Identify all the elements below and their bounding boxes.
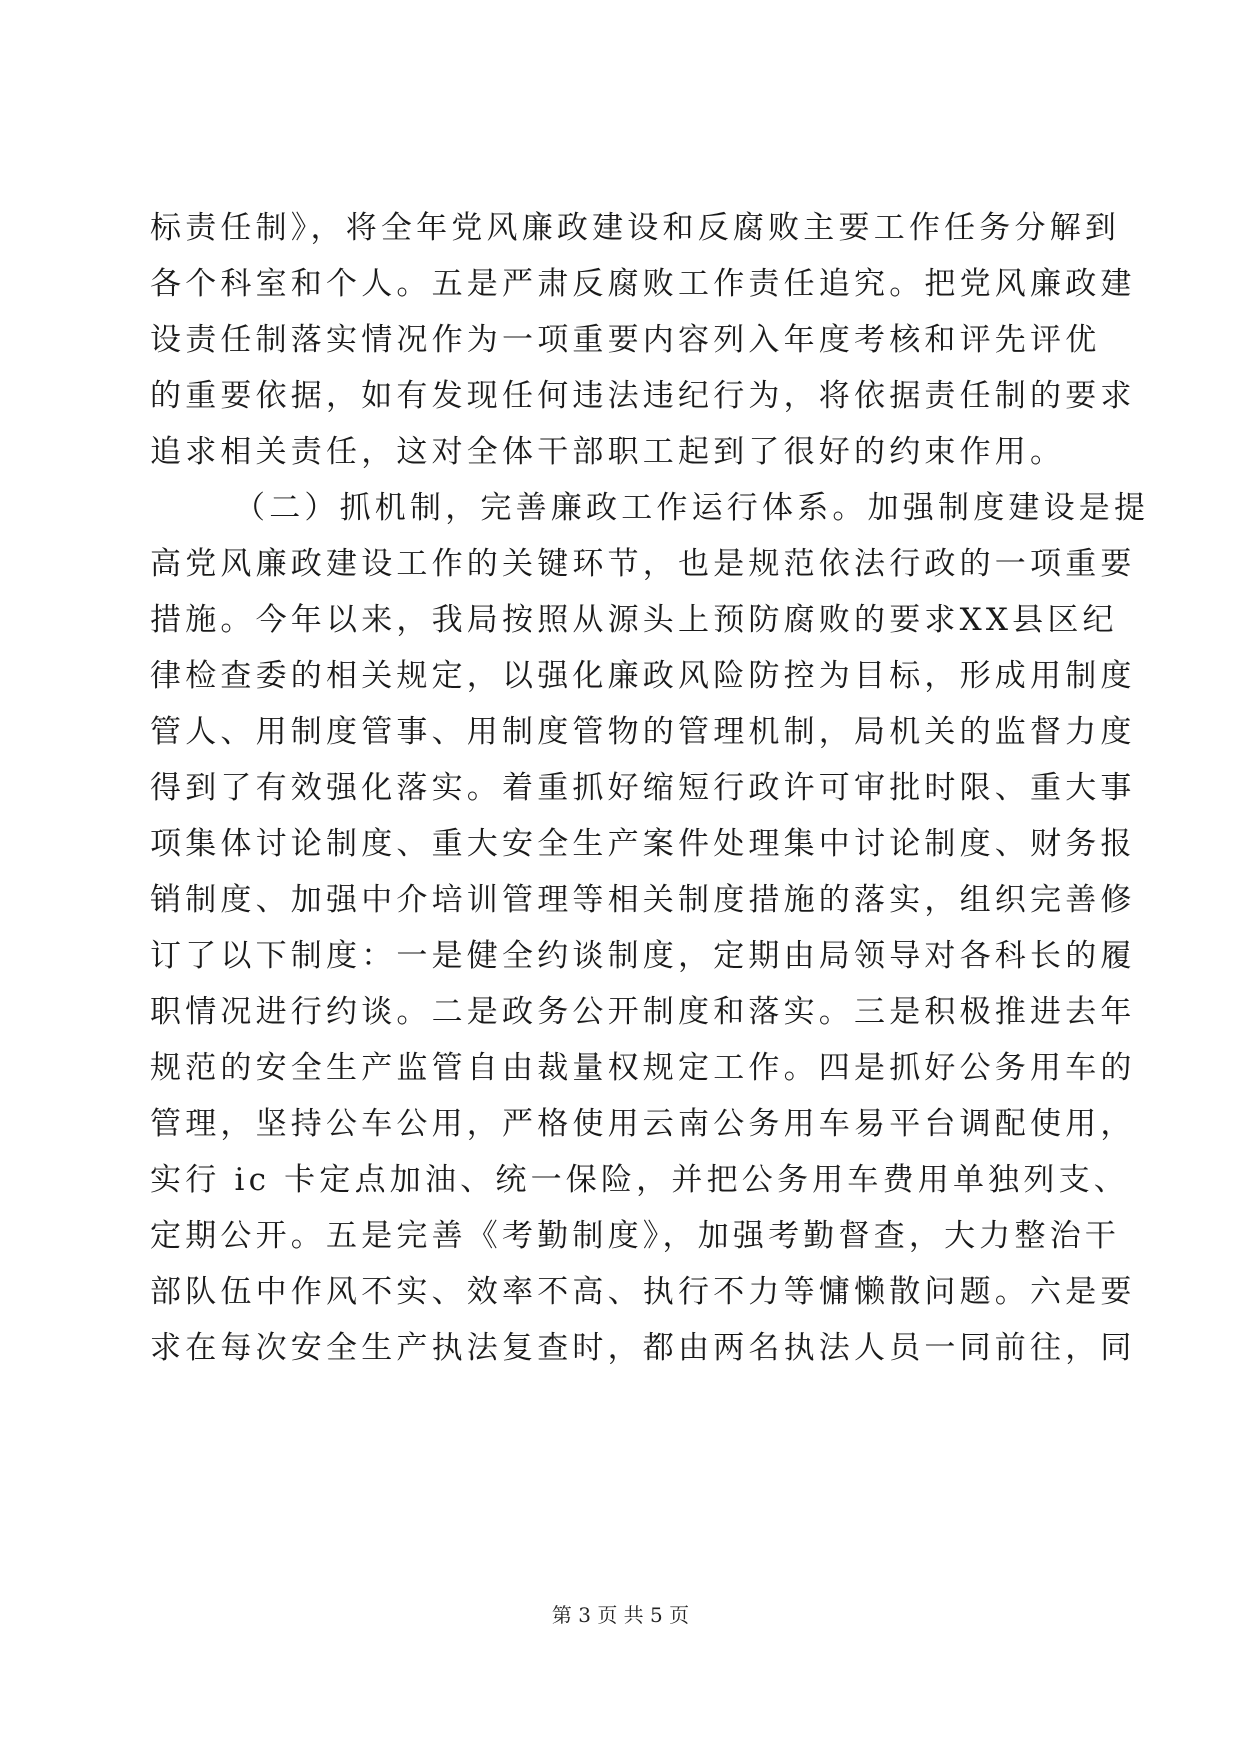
text-line: 各个科室和个人。五是严肃反腐败工作责任追究。把党风廉政建 xyxy=(150,266,1136,302)
text-line: 销制度、加强中介培训管理等相关制度措施的落实，组织完善修 xyxy=(150,882,1136,918)
text-line: 求在每次安全生产执法复查时，都由两名执法人员一同前往，同 xyxy=(150,1330,1136,1366)
text-line: 高党风廉政建设工作的关键环节，也是规范依法行政的一项重要 xyxy=(150,546,1136,582)
text-line: 设责任制落实情况作为一项重要内容列入年度考核和评先评优 xyxy=(150,322,1101,358)
text-line: 职情况进行约谈。二是政务公开制度和落实。三是积极推进去年 xyxy=(150,994,1136,1030)
text-line: 定期公开。五是完善《考勤制度》，加强考勤督查，大力整治干 xyxy=(150,1218,1121,1254)
text-line: 律检查委的相关规定，以强化廉政风险防控为目标，形成用制度 xyxy=(150,658,1136,694)
text-line: 订了以下制度：一是健全约谈制度，定期由局领导对各科长的履 xyxy=(150,938,1136,974)
text-line: （二）抓机制，完善廉政工作运行体系。加强制度建设是提 xyxy=(234,490,1150,526)
text-line: 追求相关责任，这对全体干部职工起到了很好的约束作用。 xyxy=(150,434,1066,470)
text-line: 的重要依据，如有发现任何违法违纪行为，将依据责任制的要求 xyxy=(150,378,1136,414)
text-line: 得到了有效强化落实。着重抓好缩短行政许可审批时限、重大事 xyxy=(150,770,1136,806)
text-line: 标责任制》，将全年党风廉政建设和反腐败主要工作任务分解到 xyxy=(150,210,1121,246)
text-line: 项集体讨论制度、重大安全生产案件处理集中讨论制度、财务报 xyxy=(150,826,1136,862)
body-text xyxy=(150,200,1150,1376)
text-line: 实行 ic 卡定点加油、统一保险，并把公务用车费用单独列支、 xyxy=(150,1162,1129,1198)
text-line: 部队伍中作风不实、效率不高、执行不力等慵懒散问题。六是要 xyxy=(150,1274,1136,1310)
paragraph xyxy=(150,200,1136,480)
text-line: 管理，坚持公车公用，严格使用云南公务用车易平台调配使用， xyxy=(150,1106,1136,1142)
page-footer: 第 3 页 共 5 页 xyxy=(551,1603,690,1627)
text-line: 措施。今年以来，我局按照从源头上预防腐败的要求XX县区纪 xyxy=(150,602,1118,638)
text-line: 规范的安全生产监管自由裁量权规定工作。四是抓好公务用车的 xyxy=(150,1050,1136,1086)
text-line: 管人、用制度管事、用制度管物的管理机制，局机关的监督力度 xyxy=(150,714,1136,750)
paragraph xyxy=(150,480,1150,1376)
